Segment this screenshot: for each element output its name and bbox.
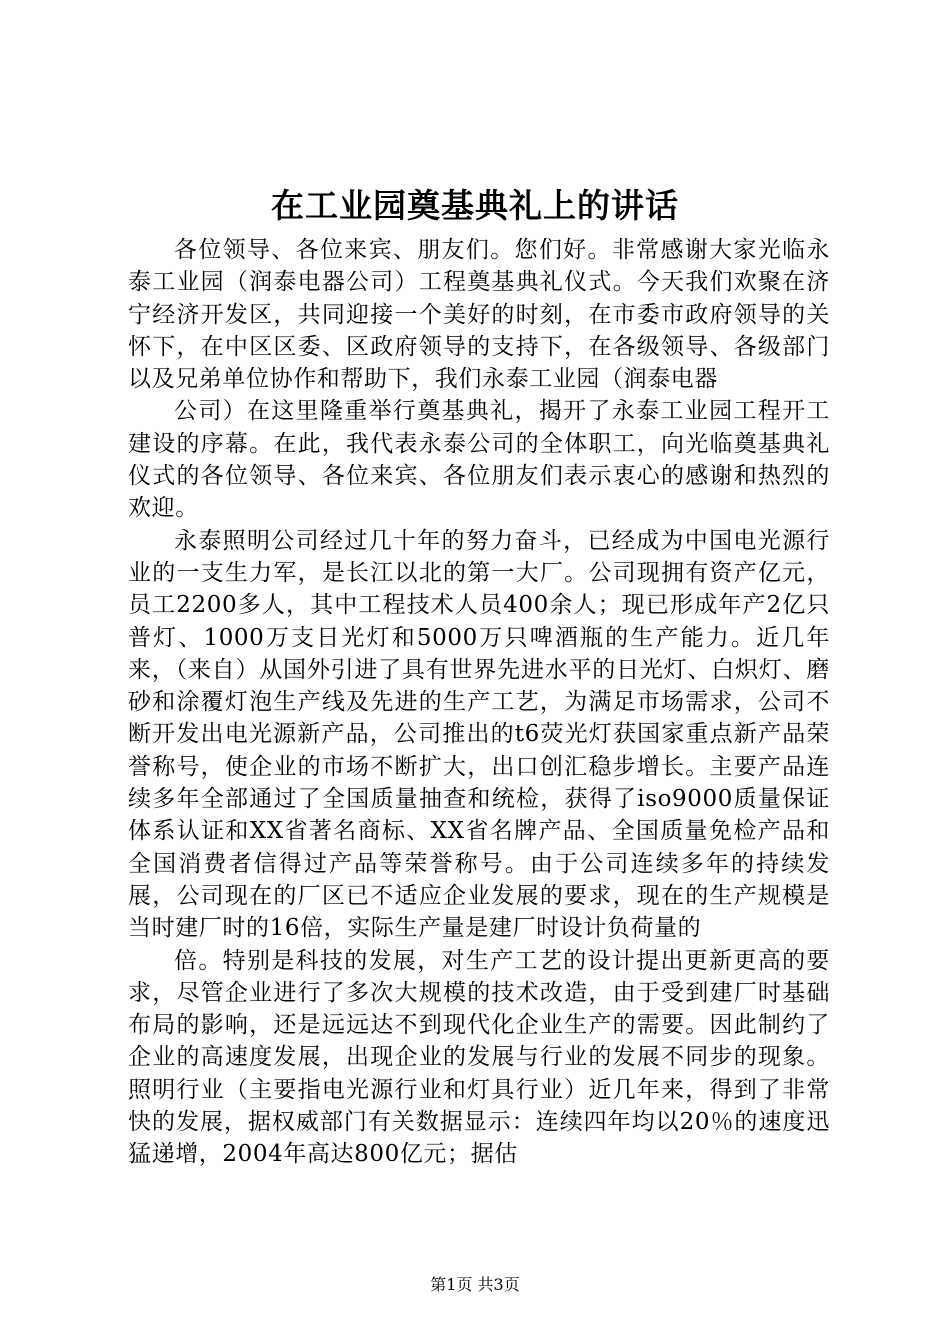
paragraph-1: 各位领导、各位来宾、朋友们。您们好。非常感谢大家光临永泰工业园（润泰电器公司）工程奠基典礼仪式。今天我们欢聚在济宁经济开发区，共同迎接一个美好的时刻，在市委市政府领导的关怀下，在中区区委、区政府领导的支持下，在各级领导、各级部门以及兄弟单位协作和帮助下，我们永泰工业园（润泰电器	[128, 237, 830, 393]
document-body	[128, 234, 830, 1171]
document-title: 在工业园奠基典礼上的讲话	[271, 186, 679, 225]
paragraph-4: 倍。特别是科技的发展，对生产工艺的设计提出更新更高的要求，尽管企业进行了多次大规模的技术改造，由于受到建厂时基础布局的影响，还是远远达不到现代化企业生产的需要。因此制约了企业的高速度发展，出现企业的发展与行业的发展不同步的现象。照明行业（主要指电光源行业和灯具行业）近几年来，得到了非常快的发展，据权威部门有关数据显示：连续四年均以20％的速度迅猛递增，2004年高达800亿元；据估	[128, 947, 830, 1168]
paragraph-2: 公司）在这里隆重举行奠基典礼，揭开了永泰工业园工程开工建设的序幕。在此，我代表永泰公司的全体职工，向光临奠基典礼仪式的各位领导、各位来宾、各位朋友们表示衷心的感谢和热烈的欢迎。	[128, 398, 830, 522]
paragraph-3: 永泰照明公司经过几十年的努力奋斗，已经成为中国电光源行业的一支生力军，是长江以北的第一大厂。公司现拥有资产亿元，员工2200多人，其中工程技术人员400余人；现已形成年产2亿只普灯、1000万支日光灯和5000万只啤酒瓶的生产能力。近几年来，（来自）从国外引进了具有世界先进水平的日光灯、白炽灯、磨砂和涂覆灯泡生产线及先进的生产工艺，为满足市场需求，公司不断开发出电光源新产品，公司推出的t6荧光灯获国家重点新产品荣誉称号，使企业的市场不断扩大，出口创汇稳步增长。主要产品连续多年全部通过了全国质量抽查和统检，获得了iso9000质量保证体系认证和XX省著名商标、XX省名牌产品、全国质量免检产品和全国消费者信得过产品等荣誉称号。由于公司连续多年的持续发展，公司现在的厂区已不适应企业发展的要求，现在的生产规模是当时建厂时的16倍，实际生产量是建厂时设计负荷量的	[128, 527, 830, 942]
page-number-footer: 第1页 共3页	[430, 1275, 520, 1294]
